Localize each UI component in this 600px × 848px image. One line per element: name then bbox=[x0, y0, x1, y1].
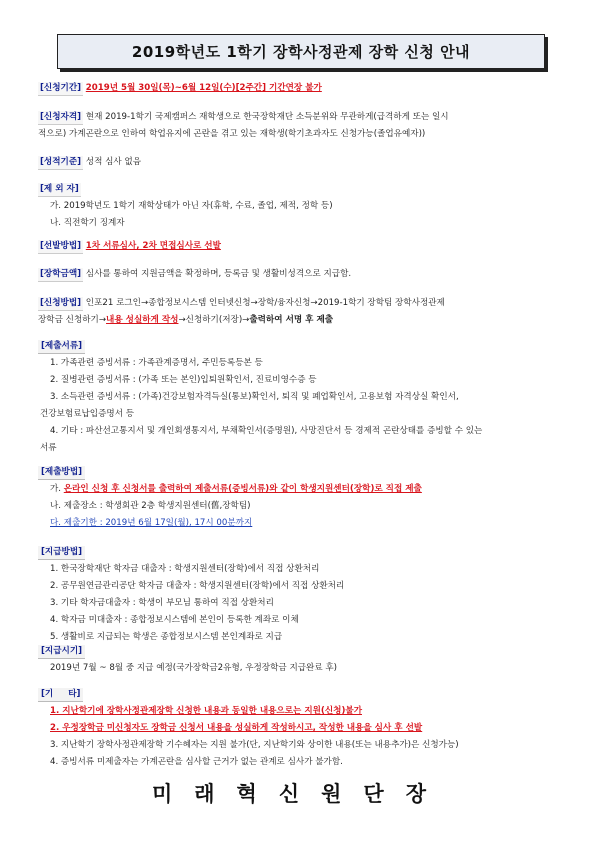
period-value: 2019년 5월 30일(목)~6월 12일(수)[2주간] 기간연장 불가 bbox=[85, 83, 322, 93]
method-text-1: 인포21 로그인→종합정보시스템 인터넷신청→장학/융자신청→2019-1학기 장학팀 장학사정관제 bbox=[85, 298, 445, 308]
amount-section bbox=[38, 266, 566, 283]
payment-item: 4. 학자금 미대출자 : 종합정보시스템에 본인이 등록한 계좌로 이체 bbox=[50, 615, 299, 625]
submission-section bbox=[38, 464, 566, 532]
timing-value: 2019년 7월 ~ 8월 중 지급 예정(국가장학금2유형, 우정장학금 지급완료 후) bbox=[50, 663, 338, 673]
documents-item-cont: 건강보험료납입증명서 등 bbox=[40, 409, 135, 419]
title-box bbox=[57, 34, 545, 69]
exclusion-label: [제 외 자] bbox=[38, 183, 81, 197]
qualification-text-1: 현재 2019-1학기 국제캠퍼스 재학생으로 한국장학재단 소득분위와 무관하게(급격하게 또는 일시 bbox=[85, 112, 449, 122]
period-section bbox=[38, 80, 566, 97]
payment-item: 1. 한국장학재단 학자금 대출자 : 학생지원센터(장학)에서 직접 상환처리 bbox=[50, 564, 320, 574]
documents-item: 2. 질병관련 증빙서류 : (가족 또는 본인)입퇴원확인서, 진료비영수증 등 bbox=[50, 375, 317, 385]
submission-label: [제출방법] bbox=[38, 466, 85, 480]
submission-item-b: 나. 제출장소 : 학생회관 2층 학생지원센터(舊,장학팀) bbox=[50, 501, 251, 511]
etc-item: 3. 지난학기 장학사정관제장학 기수혜자는 지원 불가(단, 지난학기와 상이한 내용(또는 내용추가)은 신청가능) bbox=[50, 740, 459, 750]
qualification-label: [신청자격] bbox=[38, 111, 83, 125]
selection-section bbox=[38, 238, 566, 255]
method-text-2d: 출력하여 서명 후 제출 bbox=[249, 315, 334, 325]
etc-item: 1. 지난학기에 장학사정관제장학 신청한 내용과 동일한 내용으로는 지원(신청)불가 bbox=[50, 706, 362, 716]
exclusion-item: 가. 2019학년도 1학기 재학상태가 아닌 자(휴학, 수료, 졸업, 제적, 정학 등) bbox=[50, 201, 333, 211]
method-text-2c: →신청하기(저장)→ bbox=[178, 315, 250, 325]
documents-item: 1. 가족관련 증빙서류 : 가족관계증명서, 주민등록등본 등 bbox=[50, 358, 263, 368]
payment-label: [지급방법] bbox=[38, 546, 85, 560]
payment-item: 2. 공무원연금관리공단 학자금 대출자 : 학생지원센터(장학)에서 직접 상환처리 bbox=[50, 581, 345, 591]
amount-value: 심사를 통하여 지원금액을 확정하며, 등록금 및 생활비성격으로 지급함. bbox=[85, 269, 352, 279]
grade-label: [성적기준] bbox=[38, 156, 83, 170]
grade-value: 성적 심사 없음 bbox=[85, 157, 142, 167]
exclusion-section bbox=[38, 181, 566, 232]
period-label: [신청기간] bbox=[38, 82, 83, 96]
selection-value: 1차 서류심사, 2차 면접심사로 선발 bbox=[85, 241, 221, 251]
payment-section bbox=[38, 544, 566, 646]
documents-item-cont: 서류 bbox=[40, 443, 57, 453]
documents-section bbox=[38, 338, 566, 457]
etc-item: 4. 증빙서류 미제출자는 가계곤란을 심사할 근거가 없는 관계로 심사가 불가함. bbox=[50, 757, 343, 767]
issuer-signature: 미래혁신원단장 bbox=[151, 782, 448, 806]
qualification-section bbox=[38, 109, 566, 143]
grade-section bbox=[38, 154, 566, 171]
documents-label: [제출서류] bbox=[38, 340, 85, 354]
payment-item: 5. 생활비로 지급되는 학생은 종합정보시스템 본인계좌로 지급 bbox=[50, 632, 283, 642]
amount-label: [장학금액] bbox=[38, 268, 83, 282]
exclusion-item: 나. 직전학기 징계자 bbox=[50, 218, 125, 228]
method-label: [신청방법] bbox=[38, 297, 83, 311]
method-section bbox=[38, 295, 566, 329]
submission-item-a: 온라인 신청 후 신청서를 출력하여 제출서류(증빙서류)와 같이 학생지원센터(장학)로 직접 제출 bbox=[63, 484, 422, 494]
etc-label: [기 타] bbox=[38, 688, 83, 702]
qualification-text-2: 적으로) 가계곤란으로 인하여 학업유지에 곤란을 겪고 있는 재학생(학기초과자도 신청가능(졸업유예자)) bbox=[38, 129, 426, 139]
etc-item: 2. 우정장학금 미신청자도 장학금 신청서 내용을 성실하게 작성하시고, 작성한 내용을 심사 후 선발 bbox=[50, 723, 423, 733]
payment-item: 3. 기타 학자금대출자 : 학생이 부모님 통하여 직접 상환처리 bbox=[50, 598, 274, 608]
selection-label: [선발방법] bbox=[38, 240, 83, 254]
method-text-2a: 장학금 신청하기→ bbox=[38, 315, 107, 325]
timing-label: [지급시기] bbox=[38, 645, 85, 659]
page-title: 2019학년도 1학기 장학사정관제 장학 신청 안내 bbox=[131, 43, 471, 61]
timing-section bbox=[38, 643, 566, 677]
submission-item-a-prefix: 가. bbox=[50, 484, 64, 494]
etc-section bbox=[38, 686, 566, 771]
documents-item: 4. 기타 : 파산선고통지서 및 개인회생통지서, 부채확인서(증명원), 사망진단서 등 경제적 곤란상태를 증빙할 수 있는 bbox=[50, 426, 483, 436]
documents-item: 3. 소득관련 증빙서류 : (가족)건강보험자격득실(통보)확인서, 퇴직 및 폐업확인서, 고용보험 자격상실 확인서, bbox=[50, 392, 459, 402]
method-text-2b: 내용 성실하게 작성 bbox=[106, 315, 179, 325]
submission-item-c: 다. 제출기한 : 2019년 6월 17일(월), 17시 00분까지 bbox=[50, 518, 253, 528]
